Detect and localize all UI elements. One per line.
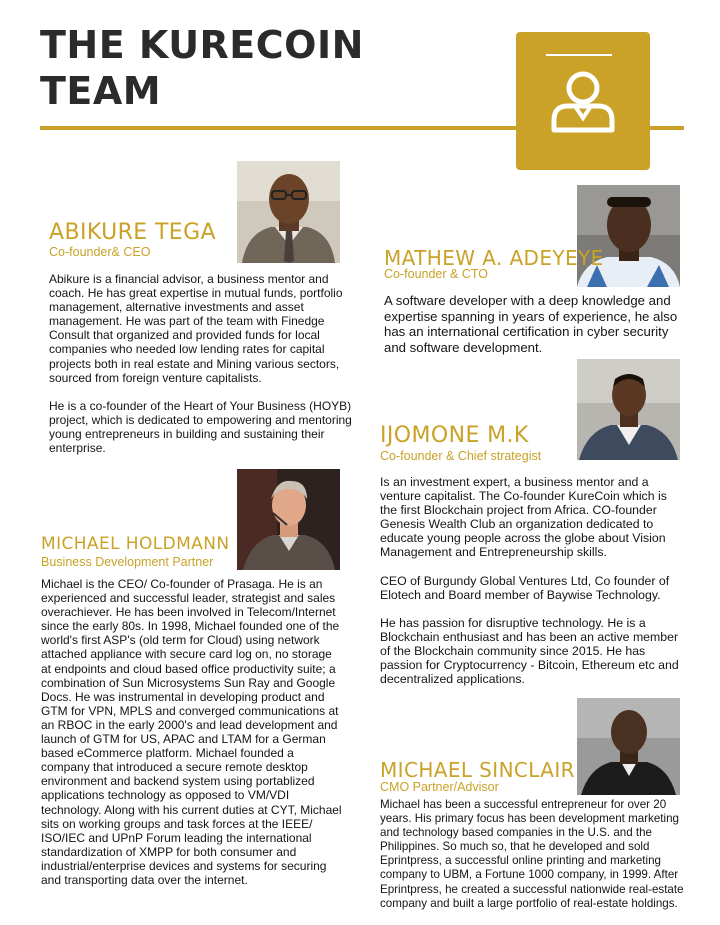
member-role: CMO Partner/Advisor <box>380 780 499 794</box>
bio-paragraph: A software developer with a deep knowledge and expertise spanning in years of experience, he also has an international certification in cyber security and software development. <box>384 293 678 355</box>
bio-paragraph: Abikure is a financial advisor, a business mentor and coach. He has great expertise in mutual funds, portfolio management, alternative investments and asset management. He was part of the team with Finedge Consult that organized and provided funds for local companies who needed low lending rates for capital projects both in real estate and Mining various sectors, sourced from foreign venture capitalists. <box>49 272 343 385</box>
member-bio <box>49 272 365 469</box>
page-title-line-2: TEAM <box>40 69 162 113</box>
bio-paragraph: Michael is the CEO/ Co-founder of Prasaga. He is an experienced and successful leader, strategist and sales overachiever. He has been involved in Telecom/Internet since the early 80s. In 1998, Michael founded one of the world's first ASP's (old term for Cloud) using network attached appliance with secure card log on, no storage at endpoints and cloud based office productivity suite; a combination of Sun Microsystems Sun Ray and Google Docs. He was instrumental in developing product and GTM for VPN, MPLS and converged communications at an RBOC in the early 2000's and lead development and launch of GTM for US, APAC and LTAM for a German based eCommerce platform. Michael founded a company that introduced a secure remote desktop environment and backend system using portablized applications technology as opposed to VM/VDI technology. Along with his current duties at CYT, Michael sits on working groups and task forces at the IEEE/ ISO/IEC and UPnP Forum leading the international standardization of XMPP for both consumer and industrial/enterprise devices and systems for securing and transporting data over the internet. <box>41 577 342 887</box>
member-role: Business Development Partner <box>41 555 214 569</box>
photo-abikure-tega <box>237 161 340 263</box>
member-name: IJOMONE M.K <box>380 423 529 448</box>
bio-paragraph: Is an investment expert, a business mentor and a venture capitalist. The Co-founder KureCoin which is the first Blockchain project from Africa. CO-founder Genesis Wealth Club an organization dedicated to educate young people across the globe about Vision Management and Entrepreneurship skills. <box>380 475 667 560</box>
member-bio <box>41 577 343 901</box>
photo-michael-sinclair <box>577 698 680 795</box>
member-bio <box>380 798 685 925</box>
member-role: Co-founder& CEO <box>49 245 151 259</box>
member-name: MATHEW A. ADEYEYE <box>384 246 604 270</box>
photo-michael-holdmann <box>237 469 340 570</box>
team-badge <box>516 32 650 170</box>
bio-paragraph: He is a co-founder of the Heart of Your Business (HOYB) project, which is dedicated to empowering and mentoring young entrepreneurs in building and sustaining their enterprise. <box>49 398 352 456</box>
member-role: Co-founder & CTO <box>384 267 488 281</box>
person-icon <box>548 68 618 138</box>
photo-mathew-adeyeye <box>577 185 680 287</box>
member-bio <box>380 475 685 700</box>
bio-paragraph: CEO of Burgundy Global Ventures Ltd, Co founder of Elotech and Board member of Baywise Technology. <box>380 573 670 602</box>
member-name: MICHAEL SINCLAIR <box>380 758 575 782</box>
page-title <box>40 22 364 114</box>
badge-line <box>546 54 612 56</box>
member-name: MICHAEL HOLDMANN <box>41 534 230 554</box>
member-name: ABIKURE TEGA <box>49 220 216 245</box>
member-bio <box>384 293 690 369</box>
member-role: Co-founder & Chief strategist <box>380 449 542 463</box>
page-title-line-1: THE KURECOIN <box>40 23 364 67</box>
bio-paragraph: He has passion for disruptive technology. He is a Blockchain enthusiast and has been an active member of the Blockchain community since 2015. He has passion for Cryptocurrency - Bitcoin, Ethereum etc and decentralized applications. <box>380 615 679 687</box>
bio-paragraph: Michael has been a successful entrepreneur for over 20 years. His primary focus has been development marketing and technology based companies in the U.S. and the Philippines. So much so, that he developed and sold Eprintpress, a successful online printing and marketing company to UBM, a Fortune 1000 company, in 1999. After Eprintpress, he created a successful nationwide real-estate company and built a large portfolio of real-estate holdings. <box>380 798 684 910</box>
photo-ijomone-mk <box>577 359 680 460</box>
